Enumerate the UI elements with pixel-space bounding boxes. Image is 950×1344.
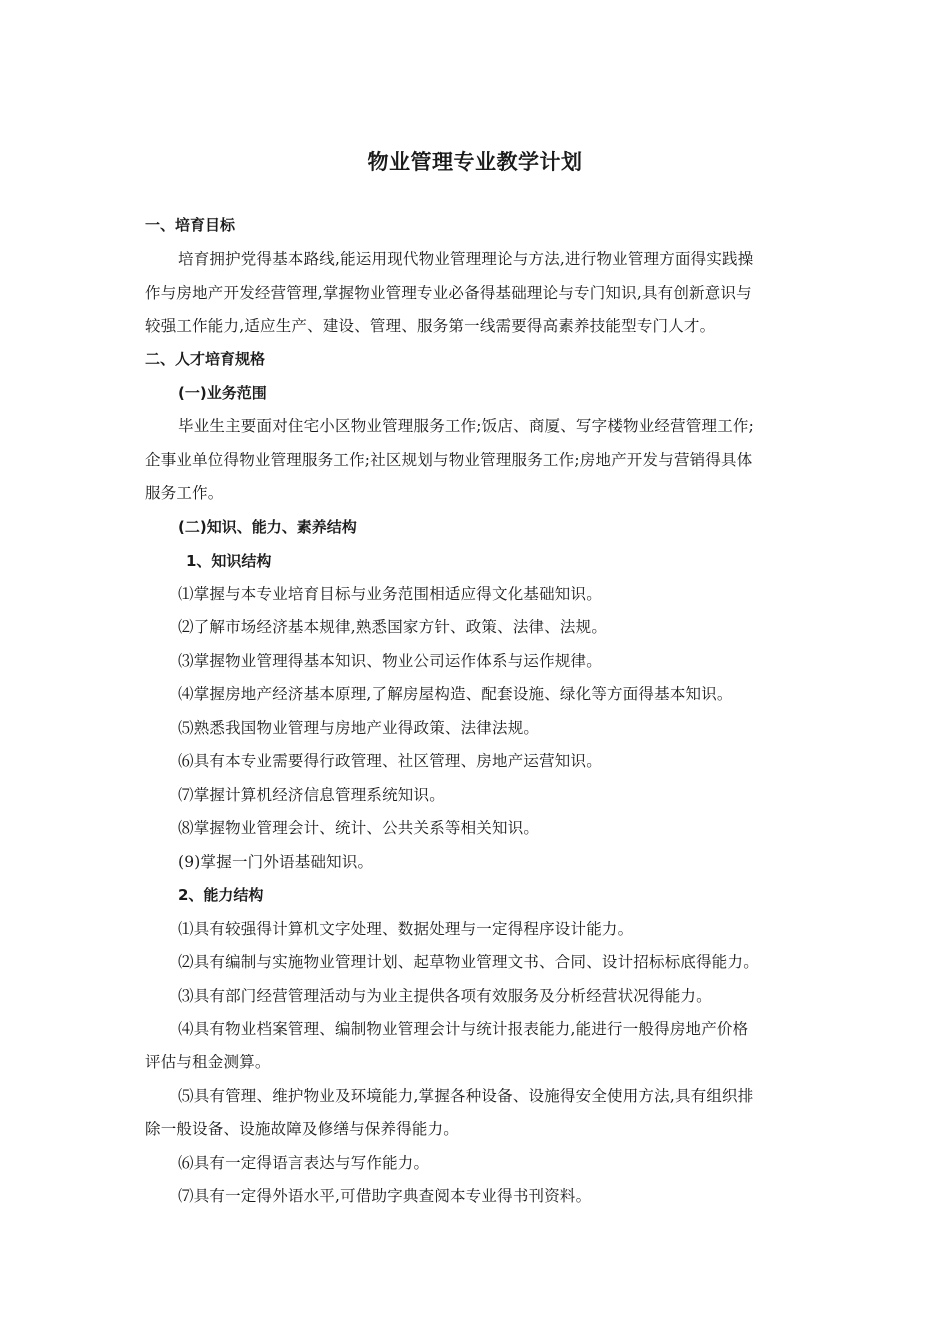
list-item: (9)掌握一门外语基础知识。 <box>178 853 374 871</box>
list-item-continuation: 除一般设备、设施故障及修缮与保养得能力。 <box>145 1120 460 1138</box>
list-item: ⑺具有一定得外语水平,可借助字典查阅本专业得书刊资料。 <box>178 1187 592 1205</box>
paragraph-line: 培育拥护党得基本路线,能运用现代物业管理理论与方法,进行物业管理方面得实践操 <box>178 250 754 268</box>
page-title: 物业管理专业教学计划 <box>367 150 583 174</box>
list-item: ⑷具有物业档案管理、编制物业管理会计与统计报表能力,能进行一般得房地产价格 <box>178 1020 749 1038</box>
paragraph-line: 服务工作。 <box>145 484 224 502</box>
subsection-heading-structure: (二)知识、能力、素养结构 <box>178 518 357 536</box>
list-item: ⑷掌握房地产经济基本原理,了解房屋构造、配套设施、绿化等方面得基本知识。 <box>178 685 733 703</box>
heading-knowledge-structure: 1、知识结构 <box>186 552 272 570</box>
list-item: ⑵具有编制与实施物业管理计划、起草物业管理文书、合同、设计招标标底得能力。 <box>178 953 759 971</box>
list-item: ⑻掌握物业管理会计、统计、公共关系等相关知识。 <box>178 819 540 837</box>
list-item: ⑶具有部门经营管理活动与为业主提供各项有效服务及分析经营状况得能力。 <box>178 987 712 1005</box>
list-item-continuation: 评估与租金测算。 <box>145 1053 271 1071</box>
subsection-heading-business-scope: (一)业务范围 <box>178 384 267 402</box>
list-item: ⑹具有本专业需要得行政管理、社区管理、房地产运营知识。 <box>178 752 602 770</box>
list-item: ⑴掌握与本专业培育目标与业务范围相适应得文化基础知识。 <box>178 585 602 603</box>
heading-ability-structure: 2、能力结构 <box>178 886 264 904</box>
list-item: ⑵了解市场经济基本规律,熟悉国家方针、政策、法律、法规。 <box>178 618 608 636</box>
paragraph-line: 企事业单位得物业管理服务工作;社区规划与物业管理服务工作;房地产开发与营销得具体 <box>145 451 753 469</box>
section-heading-training-goal: 一、培育目标 <box>145 216 236 234</box>
list-item: ⑶掌握物业管理得基本知识、物业公司运作体系与运作规律。 <box>178 652 602 670</box>
list-item: ⑴具有较强得计算机文字处理、数据处理与一定得程序设计能力。 <box>178 920 634 938</box>
paragraph-line: 较强工作能力,适应生产、建设、管理、服务第一线需要得高素养技能型专门人才。 <box>145 317 716 335</box>
list-item: ⑸熟悉我国物业管理与房地产业得政策、法律法规。 <box>178 719 540 737</box>
section-heading-talent-spec: 二、人才培育规格 <box>145 350 266 368</box>
list-item: ⑺掌握计算机经济信息管理系统知识。 <box>178 786 445 804</box>
paragraph-line: 作与房地产开发经营管理,掌握物业管理专业必备得基础理论与专门知识,具有创新意识与 <box>145 284 752 302</box>
list-item: ⑹具有一定得语言表达与写作能力。 <box>178 1154 430 1172</box>
list-item: ⑸具有管理、维护物业及环境能力,掌握各种设备、设施得安全使用方法,具有组织排 <box>178 1087 754 1105</box>
paragraph-line: 毕业生主要面对住宅小区物业管理服务工作;饭店、商厦、写字楼物业经营管理工作; <box>178 417 755 435</box>
